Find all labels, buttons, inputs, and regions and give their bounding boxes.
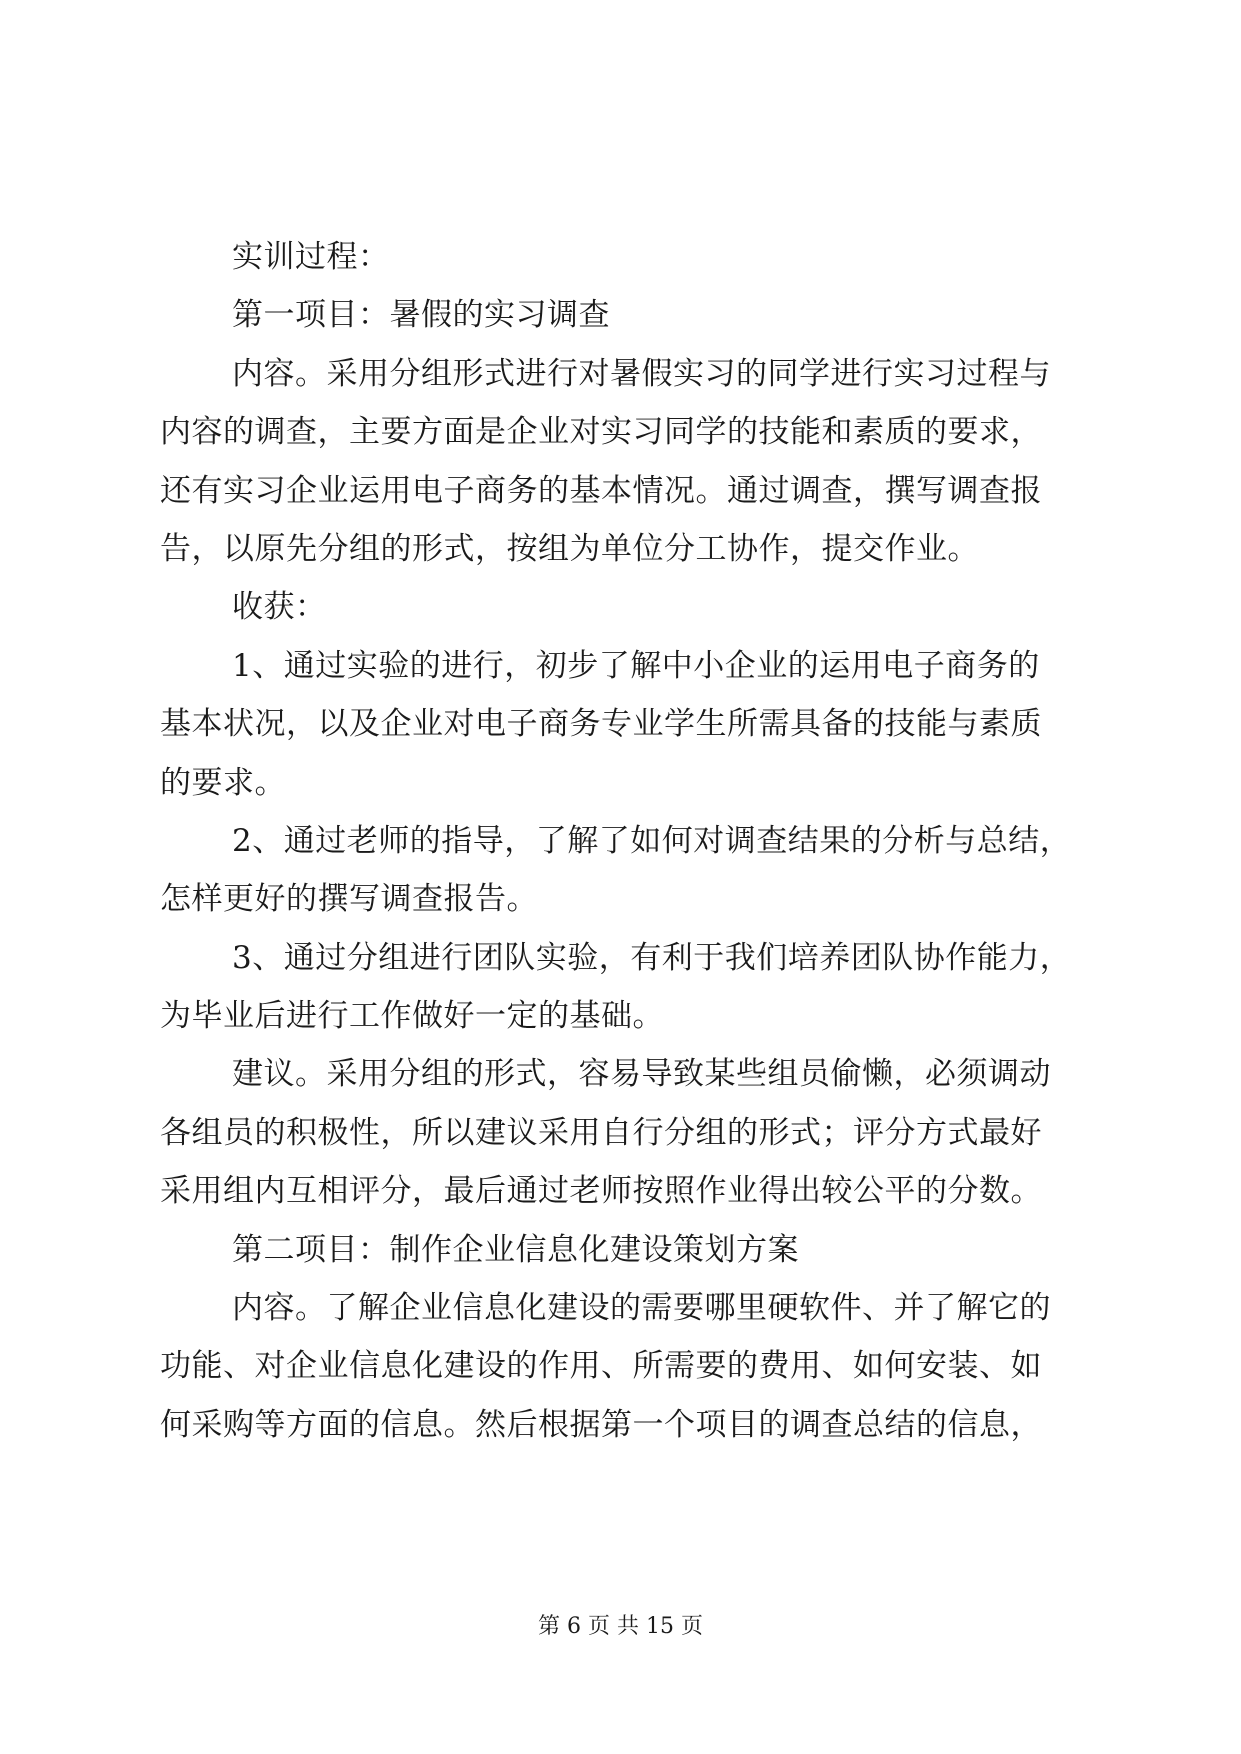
body-line: 功能、对企业信息化建设的作用、所需要的费用、如何安装、如 (160, 1348, 1042, 1385)
body-line: 建议。采用分组的形式，容易导致某些组员偷懒，必须调动 (232, 1056, 1051, 1093)
body-line: 基本状况，以及企业对电子商务专业学生所需具备的技能与素质 (160, 706, 1042, 743)
body-line: 怎样更好的撰写调查报告。 (160, 881, 538, 918)
section-heading: 第一项目：暑假的实习调查 (232, 297, 610, 334)
body-line: 还有实习企业运用电子商务的基本情况。通过调查，撰写调查报 (160, 472, 1042, 509)
page-number-footer: 第 6 页 共 15 页 (538, 1614, 703, 1639)
body-line: 的要求。 (160, 764, 286, 801)
body-line: 内容。采用分组形式进行对暑假实习的同学进行实习过程与 (232, 355, 1051, 392)
document-body (160, 228, 1084, 1454)
body-line: 为毕业后进行工作做好一定的基础。 (160, 998, 664, 1035)
body-line: 实训过程： (232, 239, 390, 275)
section-heading: 第二项目：制作企业信息化建设策划方案 (232, 1231, 799, 1268)
body-line: 何采购等方面的信息。然后根据第一个项目的调查总结的信息， (160, 1406, 1042, 1443)
body-line: 3、通过分组进行团队实验，有利于我们培养团队协作能力， (232, 939, 1072, 976)
body-line: 告，以原先分组的形式，按组为单位分工协作，提交作业。 (160, 530, 979, 567)
body-line: 各组员的积极性，所以建议采用自行分组的形式；评分方式最好 (160, 1114, 1042, 1151)
body-line: 内容。了解企业信息化建设的需要哪里硬软件、并了解它的 (232, 1290, 1051, 1327)
body-line: 收获： (232, 589, 327, 626)
body-line: 内容的调查，主要方面是企业对实习同学的技能和素质的要求， (160, 414, 1042, 451)
body-line: 2、通过老师的指导，了解了如何对调查结果的分析与总结， (232, 822, 1072, 859)
body-line: 采用组内互相评分，最后通过老师按照作业得出较公平的分数。 (160, 1173, 1042, 1210)
body-line: 1、通过实验的进行，初步了解中小企业的运用电子商务的 (232, 647, 1040, 684)
